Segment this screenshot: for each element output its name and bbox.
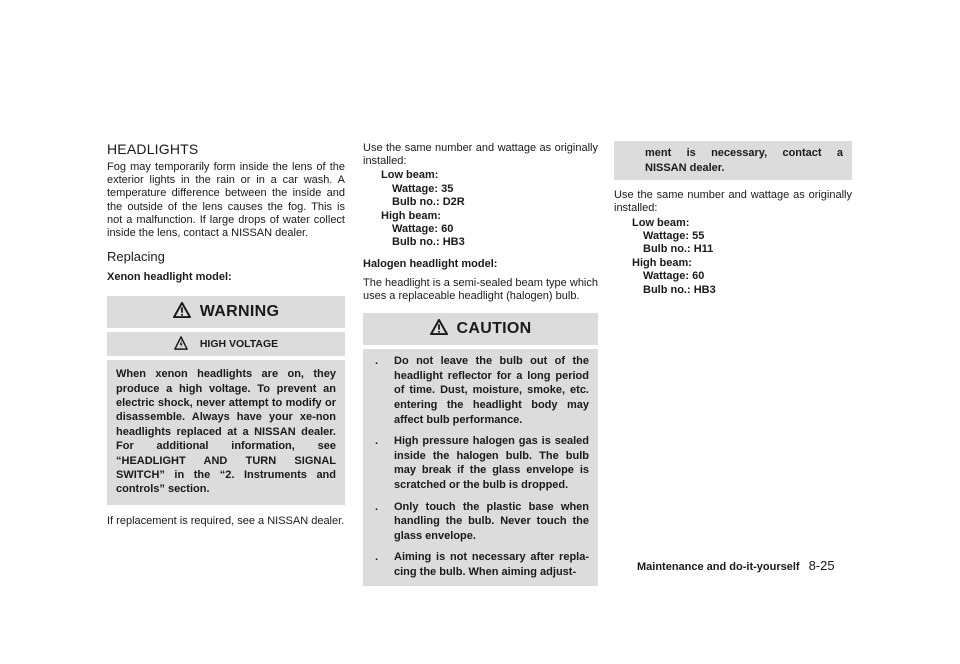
halogen-intro: The headlight is a semi-sealed beam type which uses a replaceable headlight (halogen) bulb. [363,276,598,303]
caution-cont-line: ment is necessary, contact a [645,147,843,159]
left-column [107,141,345,528]
spec-line: Low beam: [381,169,439,182]
spec-line: Wattage: 60 [392,223,454,236]
spec-line: Bulb no.: H11 [643,243,714,256]
spec-line: Bulb no.: D2R [392,196,465,209]
spec-line: High beam: [381,209,441,222]
warning-header [107,296,345,328]
caution-cont-line: NISSAN dealer. [645,161,725,174]
caution-title: CAUTION [456,320,532,338]
caution-item-text: Only touch the plastic base when handling the bulb. Never touch the glass envelope. [394,500,589,542]
list-item [372,550,589,579]
warning-triangle-icon [430,319,448,335]
caution-item-text: Aiming is not necessary after repla-cing the bulb. When aiming adjust- [394,551,589,578]
wattage-intro: Use the same number and wattage as originally installed: [363,142,598,168]
spec-line: Low beam: [632,216,690,229]
warning-triangle-icon [173,302,191,318]
page-number: 8-25 [808,558,835,573]
middle-column [363,141,598,586]
spec-line: High beam: [632,256,692,269]
high-voltage-title: HIGH VOLTAGE [199,338,279,351]
caution-item-text: High pressure halogen gas is sealed inside the halogen bulb. The bulb may break if the glass envelope is scratched or the bulb is dropped. [394,435,589,491]
replacement-note: If replacement is required, see a NISSAN dealer. [107,514,345,527]
spec-line: Bulb no.: HB3 [643,283,716,296]
bullet: . [375,551,379,564]
caution-box-continued [614,141,852,180]
caution-box [363,313,598,585]
spec-line: Bulb no.: HB3 [392,236,465,249]
footer-section-name: Maintenance and do-it-yourself [637,561,800,573]
xenon-bulb-specs [363,169,598,249]
page-footer [637,558,835,573]
caution-header [363,313,598,345]
warning-title: WARNING [199,303,280,321]
section-heading: HEADLIGHTS [107,141,199,157]
fog-paragraph: Fog may temporarily form inside the lens of the exterior lights in the rain or in a car wash. A temperature difference between the inside and the outside of the lens causes the fog. This is not a malfunction. If large drops of water collect inside the lens, contact a NISSAN dealer. [107,161,345,240]
list-item [372,354,589,427]
spec-line: Wattage: 35 [392,182,454,195]
halogen-heading: Halogen headlight model: [363,257,498,270]
wattage-intro: Use the same number and wattage as originally installed: [614,189,852,215]
caution-item-text: Do not leave the bulb out of the headlight reflector for a long period of time. Dust, moisture, smoke, etc. entering the headlight body may affect bulb performance. [394,355,589,426]
right-column [614,141,852,297]
warning-box [107,296,345,505]
xenon-heading: Xenon headlight model: [107,271,232,284]
bullet: . [375,500,379,513]
warning-text: When xenon headlights are on, they produce a high voltage. To prevent an electric shock, never attempt to modify or disassemble. Always have your xe-non headlights replaced at a NISSAN dealer. For additional information, see “HEADLIGHT AND TURN SIGNAL SWITCH” in the “2. Instruments and controls” section. [116,368,336,496]
spec-line: Wattage: 60 [643,270,705,283]
caution-continued-text [614,141,852,180]
list-item [372,500,589,544]
high-voltage-icon [174,336,188,350]
caution-list [363,349,598,585]
bullet: . [375,435,379,448]
spec-line: Wattage: 55 [643,230,705,242]
halogen-bulb-specs [614,217,852,297]
replacing-heading: Replacing [107,249,165,265]
bullet: . [375,355,379,368]
list-item [372,434,589,492]
high-voltage-header [107,332,345,356]
